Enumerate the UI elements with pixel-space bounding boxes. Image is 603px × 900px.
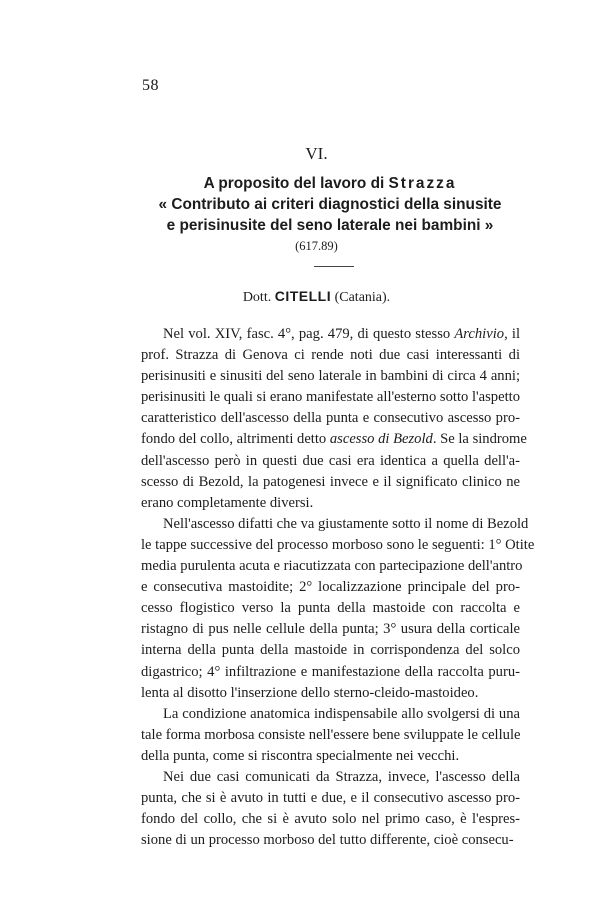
text-line — [141, 767, 520, 788]
author-name: CITELLI — [274, 288, 332, 304]
text-segment: erano completamente diversi. — [141, 494, 314, 511]
text-segment: Nel vol. XIV, fasc. 4°, pag. 479, di questo stesso — [163, 326, 455, 342]
author-line — [0, 288, 603, 306]
text-line — [141, 535, 535, 556]
section-number: VI. — [305, 144, 328, 163]
text-line — [141, 725, 520, 746]
text-line — [141, 514, 529, 535]
text-segment: perisinusiti e sinusiti del seno laterale in bambini di circa 4 anni; — [141, 368, 520, 385]
text-line — [141, 345, 520, 366]
text-line — [141, 556, 523, 577]
author-place: (Catania). — [334, 290, 391, 305]
italic-text: Archivio — [454, 326, 505, 342]
italic-text: ascesso di Bezold — [329, 431, 433, 448]
text-line — [141, 324, 520, 345]
text-segment: prof. Strazza di Genova ci rende noti due casi interessanti di — [141, 347, 520, 364]
text-segment: fondo del collo, che si è avuto solo nel primo caso, è l'espres- — [141, 811, 520, 828]
text-segment: . Se la sindrome — [432, 431, 527, 448]
text-line — [141, 366, 520, 387]
text-segment: dell'ascesso però in questi due casi era identica a quella dell'a- — [141, 452, 520, 469]
text-segment: digastrico; 4° infiltrazione e manifestazione della raccolta puru- — [141, 663, 520, 680]
text-line — [141, 429, 527, 450]
text-line — [141, 577, 520, 598]
title-line-1 — [140, 173, 520, 194]
classification-number: (617.89) — [295, 239, 338, 253]
paragraph-3 — [141, 704, 520, 767]
text-segment: della punta, come si riscontra specialmente nei vecchi. — [141, 747, 460, 764]
title-line-2: « Contributo ai criteri diagnostici della sinusite — [158, 196, 502, 213]
text-line — [141, 830, 520, 851]
text-segment: punta, che si è avuto in tutti e due, e il consecutivo ascesso pro- — [141, 790, 520, 807]
text-line — [141, 619, 520, 640]
text-segment: Nei due casi comunicati da Strazza, invece, l'ascesso della — [163, 768, 520, 785]
text-segment: fondo del collo, altrimenti detto — [141, 431, 330, 448]
text-line — [141, 809, 520, 830]
text-line — [141, 493, 520, 514]
text-segment: sione di un processo morboso del tutto differente, cioè consecu- — [141, 832, 514, 849]
title-line-1-text: A proposito del lavoro di — [203, 175, 389, 192]
separator-rule — [314, 266, 354, 267]
text-segment: caratteristico dell'ascesso della punta e consecutivo ascesso pro- — [141, 410, 520, 427]
paragraph-4 — [141, 767, 520, 851]
text-line — [141, 788, 520, 809]
text-segment: interna della punta della mastoide in corrispondenza del solco — [141, 642, 520, 659]
text-line — [141, 746, 520, 767]
text-segment: perisinusiti le quali si erano manifestate all'esterno sotto l'aspetto — [141, 389, 520, 406]
text-line — [141, 598, 520, 619]
text-line — [141, 472, 520, 493]
text-line — [141, 704, 520, 725]
page-number: 58 — [142, 77, 159, 94]
text-segment: Nell'ascesso difatti che va giustamente sotto il nome di Bezold — [163, 515, 529, 532]
text-segment: ristagno di pus nelle cellule della punta; 3° usura della corticale — [141, 621, 520, 638]
text-segment: media purulenta acuta e riacutizzata con partecipazione dell'antro — [141, 558, 523, 575]
title-author-name: Strazza — [388, 175, 457, 192]
text-segment: scesso di Bezold, la patogenesi invece e il significato clinico ne — [141, 473, 520, 490]
text-line — [141, 451, 520, 472]
article-title — [140, 173, 520, 236]
body-text — [141, 324, 535, 851]
text-segment: lenta al disotto l'inserzione dello sterno-cleido-mastoideo. — [141, 684, 479, 701]
text-segment: le tappe successive del processo morboso sono le seguenti: 1° Otite — [141, 536, 535, 553]
title-line-3: e perisinusite del seno laterale nei bambini » — [166, 217, 494, 234]
text-line — [141, 408, 520, 429]
text-line — [141, 683, 520, 704]
text-line — [141, 640, 520, 661]
text-segment: e consecutiva mastoidite; 2° localizzazione principale del pro- — [141, 579, 520, 596]
text-segment: , il — [504, 326, 520, 342]
paragraph-2 — [141, 514, 535, 704]
paragraph-1 — [141, 324, 527, 514]
text-segment: La condizione anatomica indispensabile allo svolgersi di una — [163, 705, 520, 722]
text-line — [141, 387, 520, 408]
text-segment: tale forma morbosa consiste nell'essere bene sviluppate le cellule — [141, 726, 521, 743]
text-segment: cesso flogistico verso la punta della mastoide con raccolta e — [141, 600, 520, 617]
author-prefix: Dott. — [242, 290, 272, 305]
text-line — [141, 662, 520, 683]
